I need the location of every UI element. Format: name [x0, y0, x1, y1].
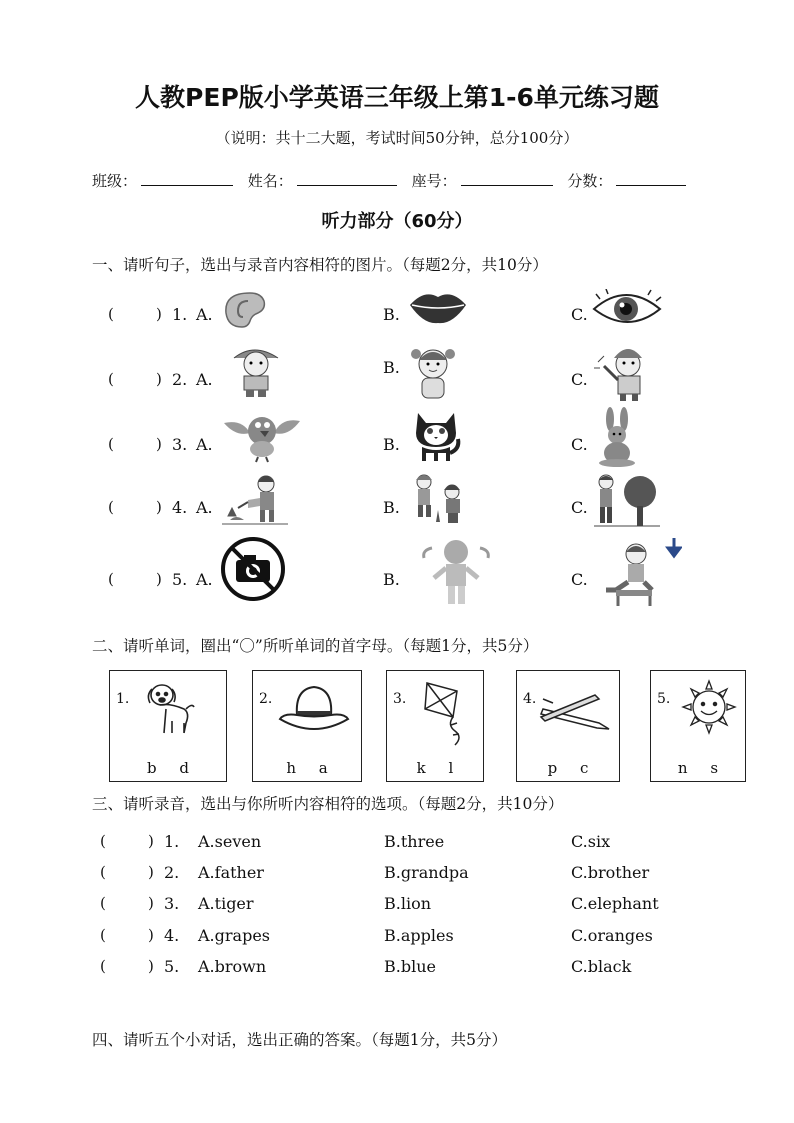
- option-a[interactable]: A.tiger: [198, 894, 254, 913]
- question-number: 1.: [172, 305, 188, 324]
- answer-paren-open[interactable]: (: [100, 832, 106, 850]
- option-a-label[interactable]: A.: [196, 435, 213, 454]
- no-camera-icon: [220, 536, 286, 606]
- option-c[interactable]: C.oranges: [571, 926, 653, 945]
- answer-paren-close: ): [156, 435, 162, 453]
- option-a[interactable]: A.grapes: [198, 926, 270, 945]
- lips-icon: [408, 289, 468, 329]
- question-number: 3.: [172, 435, 188, 454]
- option-c[interactable]: C.brother: [571, 863, 650, 882]
- question-number: 2.: [164, 863, 180, 882]
- answer-paren-close: ): [156, 305, 162, 323]
- word-box-number: 5.: [657, 691, 671, 707]
- option-b[interactable]: B.blue: [384, 957, 436, 976]
- letter-options[interactable]: n s: [677, 759, 719, 777]
- answer-paren-open[interactable]: (: [100, 957, 106, 975]
- option-a-label[interactable]: A.: [196, 498, 213, 517]
- sun-icon: [679, 677, 739, 737]
- answer-paren-open[interactable]: (: [100, 894, 106, 912]
- turning-kid-icon: [408, 536, 504, 612]
- option-b-label[interactable]: B.: [383, 435, 400, 454]
- word-box-number: 1.: [116, 691, 130, 707]
- option-b[interactable]: B.three: [384, 832, 445, 851]
- answer-paren-close: ): [148, 894, 154, 912]
- ear-icon: [220, 289, 276, 333]
- answer-paren-open[interactable]: (: [108, 498, 114, 516]
- letter-options[interactable]: p c: [547, 759, 589, 777]
- rabbit-icon: [592, 407, 642, 471]
- answer-paren-open[interactable]: (: [108, 435, 114, 453]
- answer-paren-open[interactable]: (: [108, 370, 114, 388]
- option-c[interactable]: C.elephant: [571, 894, 659, 913]
- score-label: 分数：: [567, 172, 613, 190]
- option-a-label[interactable]: A.: [196, 370, 213, 389]
- word-box-number: 3.: [393, 691, 407, 707]
- name-label: 姓名：: [247, 172, 293, 190]
- section3-heading: 三、请听录音，选出与你所听内容相符的选项。（每题2分，共10分）: [92, 795, 564, 813]
- option-a-label[interactable]: A.: [196, 305, 213, 324]
- bird-icon: [220, 407, 304, 467]
- class-blank[interactable]: [141, 171, 233, 186]
- answer-paren-close: ): [148, 863, 154, 881]
- answer-paren-close: ): [148, 832, 154, 850]
- option-a[interactable]: A.brown: [198, 957, 267, 976]
- waving-girl-icon: [592, 344, 656, 406]
- answer-paren-open[interactable]: (: [100, 863, 106, 881]
- section4-heading: 四、请听五个小对话，选出正确的答案。（每题1分，共5分）: [92, 1031, 507, 1049]
- answer-paren-close: ): [148, 926, 154, 944]
- question-number: 4.: [172, 498, 188, 517]
- option-b-label[interactable]: B.: [383, 570, 400, 589]
- kite-icon: [413, 679, 469, 749]
- section2-heading: 二、请听单词，圈出“〇”所听单词的首字母。（每题1分，共5分）: [92, 637, 539, 655]
- seat-label: 座号：: [411, 172, 457, 190]
- exam-note: （说明：共十二大题，考试时间50分钟，总分100分）: [215, 129, 579, 147]
- answer-paren-close: ): [156, 570, 162, 588]
- answer-paren-open[interactable]: (: [100, 926, 106, 944]
- option-b-label[interactable]: B.: [383, 305, 400, 324]
- word-box-number: 2.: [259, 691, 273, 707]
- hat-icon: [277, 681, 351, 741]
- student-info-row: [92, 170, 696, 191]
- option-b-label[interactable]: B.: [383, 358, 400, 377]
- option-c-label[interactable]: C.: [571, 370, 588, 389]
- option-b[interactable]: B.apples: [384, 926, 454, 945]
- section1-heading: 一、请听句子，选出与录音内容相符的图片。（每题2分，共10分）: [92, 256, 548, 274]
- letter-options[interactable]: k l: [416, 759, 454, 777]
- page-title: 人教PEP版小学英语三年级上第1-6单元练习题: [135, 83, 659, 112]
- word-box-2: [252, 670, 362, 782]
- pen-icon: [537, 687, 615, 737]
- option-b-label[interactable]: B.: [383, 498, 400, 517]
- option-a[interactable]: A.father: [198, 863, 264, 882]
- question-number: 2.: [172, 370, 188, 389]
- seat-blank[interactable]: [461, 171, 553, 186]
- sitting-boy-icon: [592, 536, 682, 610]
- name-blank[interactable]: [297, 171, 397, 186]
- word-box-5: [650, 670, 746, 782]
- option-c[interactable]: C.six: [571, 832, 611, 851]
- answer-paren-open[interactable]: (: [108, 305, 114, 323]
- answer-paren-open[interactable]: (: [108, 570, 114, 588]
- question-number: 1.: [164, 832, 180, 851]
- boy-icon: [220, 344, 290, 402]
- letter-options[interactable]: b d: [147, 759, 189, 777]
- answer-paren-close: ): [148, 957, 154, 975]
- option-a[interactable]: A.seven: [198, 832, 262, 851]
- class-label: 班级：: [92, 172, 138, 190]
- watering-girl-icon: [220, 472, 290, 532]
- score-blank[interactable]: [616, 171, 686, 186]
- option-c[interactable]: C.black: [571, 957, 632, 976]
- option-c-label[interactable]: C.: [571, 305, 588, 324]
- word-box-1: [109, 670, 227, 782]
- man-tree-icon: [592, 472, 662, 532]
- cat-icon: [408, 407, 464, 469]
- question-number: 5.: [172, 570, 188, 589]
- option-b[interactable]: B.lion: [384, 894, 432, 913]
- option-c-label[interactable]: C.: [571, 498, 588, 517]
- planting-kids-icon: [408, 472, 472, 530]
- question-number: 3.: [164, 894, 180, 913]
- question-number: 4.: [164, 926, 180, 945]
- option-c-label[interactable]: C.: [571, 435, 588, 454]
- question-number: 5.: [164, 957, 180, 976]
- listening-title: 听力部分（60分）: [321, 211, 473, 232]
- girl-icon: [408, 344, 458, 408]
- eye-icon: [592, 289, 662, 333]
- dog-icon: [140, 677, 200, 737]
- letter-options[interactable]: h a: [286, 759, 328, 777]
- option-b[interactable]: B.grandpa: [384, 863, 469, 882]
- answer-paren-close: ): [156, 498, 162, 516]
- answer-paren-close: ): [156, 370, 162, 388]
- word-box-number: 4.: [523, 691, 537, 707]
- option-c-label[interactable]: C.: [571, 570, 588, 589]
- word-box-3: [386, 670, 484, 782]
- word-box-4: [516, 670, 620, 782]
- option-a-label[interactable]: A.: [196, 570, 213, 589]
